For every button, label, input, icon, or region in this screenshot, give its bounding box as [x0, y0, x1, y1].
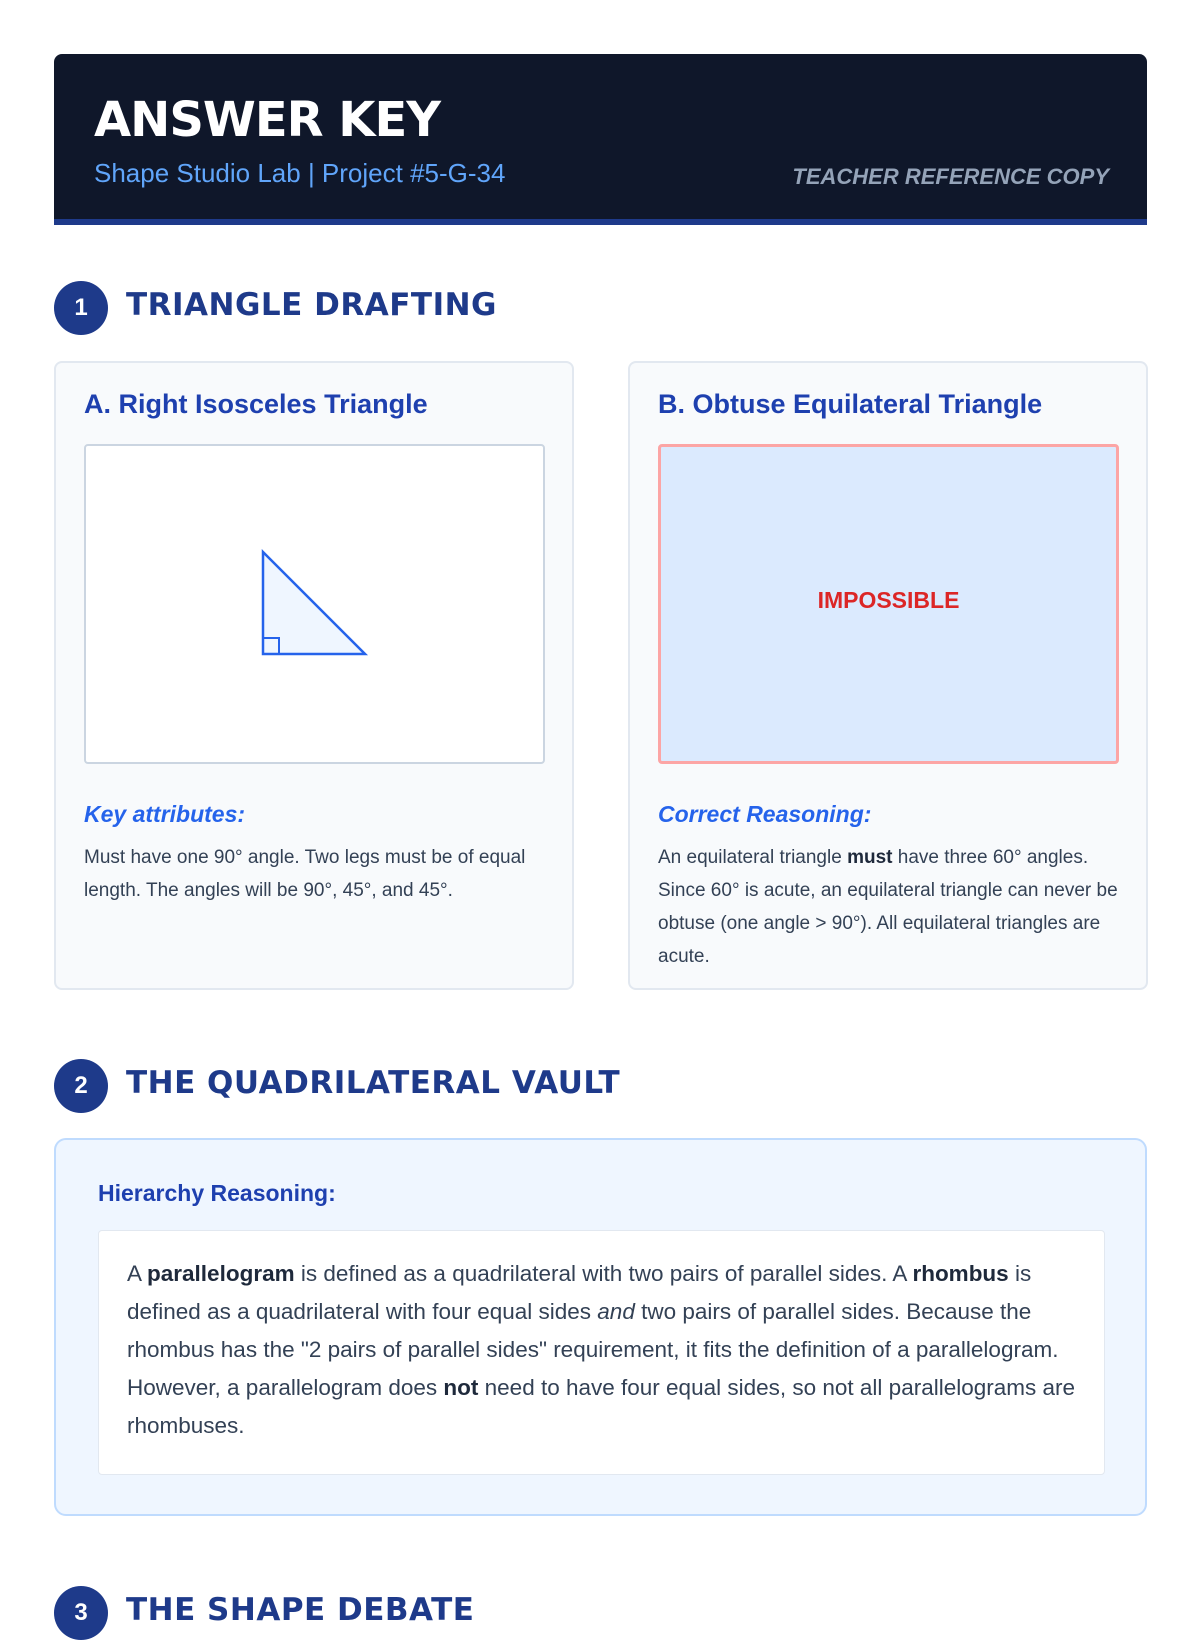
- answer-key-header: [54, 54, 1147, 225]
- card-right-isosceles: [54, 361, 574, 990]
- emphasis-bold: parallelogram: [147, 1261, 295, 1286]
- section-title: THE SHAPE DEBATE: [126, 1592, 475, 1628]
- text-run: An equilateral triangle: [658, 847, 848, 868]
- text-run: is defined as a quadrilateral with two pairs of parallel sides. A: [294, 1261, 913, 1286]
- quadrilateral-vault-panel: [54, 1138, 1147, 1516]
- emphasis-bold: not: [443, 1375, 479, 1400]
- text-run: need to have four equal sides, so not all parallelograms are rhombuses.: [127, 1375, 1076, 1438]
- right-isosceles-triangle-drawing: [86, 446, 543, 762]
- text-run: A: [127, 1261, 148, 1286]
- card-obtuse-equilateral: [628, 361, 1148, 990]
- text-run: two pairs of parallel sides. Because the rhombus has the "2 pairs of parallel sides" requirement, it fits the definition of a parallelogram. However, a parallelogram does: [127, 1299, 1059, 1400]
- correct-reasoning-text: [658, 841, 1128, 973]
- impossible-stamp: IMPOSSIBLE: [817, 587, 960, 613]
- emphasis-italic: and: [597, 1299, 635, 1324]
- drawing-area: [658, 444, 1119, 764]
- key-attributes-text: Must have one 90° angle. Two legs must be of equal length. The angles will be 90°, 45°, and 45°.: [84, 847, 526, 901]
- emphasis-bold: must: [847, 847, 893, 868]
- card-title: B. Obtuse Equilateral Triangle: [658, 389, 1043, 419]
- section-number-badge: 1: [54, 281, 108, 335]
- section-title: THE QUADRILATERAL VAULT: [126, 1065, 621, 1101]
- emphasis-bold: rhombus: [912, 1261, 1009, 1286]
- section-number-badge: 3: [54, 1586, 108, 1640]
- project-subtitle: Shape Studio Lab | Project #5-G-34: [94, 158, 506, 188]
- page-title: ANSWER KEY: [94, 92, 441, 148]
- key-attributes-label: Key attributes:: [84, 801, 246, 827]
- drawing-area: [84, 444, 545, 764]
- reference-copy-label: TEACHER REFERENCE COPY: [792, 164, 1109, 189]
- correct-reasoning-label: Correct Reasoning:: [658, 801, 872, 827]
- hierarchy-reasoning-text: [98, 1230, 1105, 1475]
- hierarchy-reasoning-label: Hierarchy Reasoning:: [98, 1180, 336, 1206]
- section-title: TRIANGLE DRAFTING: [126, 287, 497, 323]
- card-title: A. Right Isosceles Triangle: [84, 389, 428, 419]
- text-run: have three 60° angles. Since 60° is acute, an equilateral triangle can never be obtuse (one angle > 90°). All equilateral triangles are acute.: [658, 847, 1118, 967]
- text-run: is defined as a quadrilateral with four equal sides: [127, 1261, 1032, 1324]
- section-number-badge: 2: [54, 1059, 108, 1113]
